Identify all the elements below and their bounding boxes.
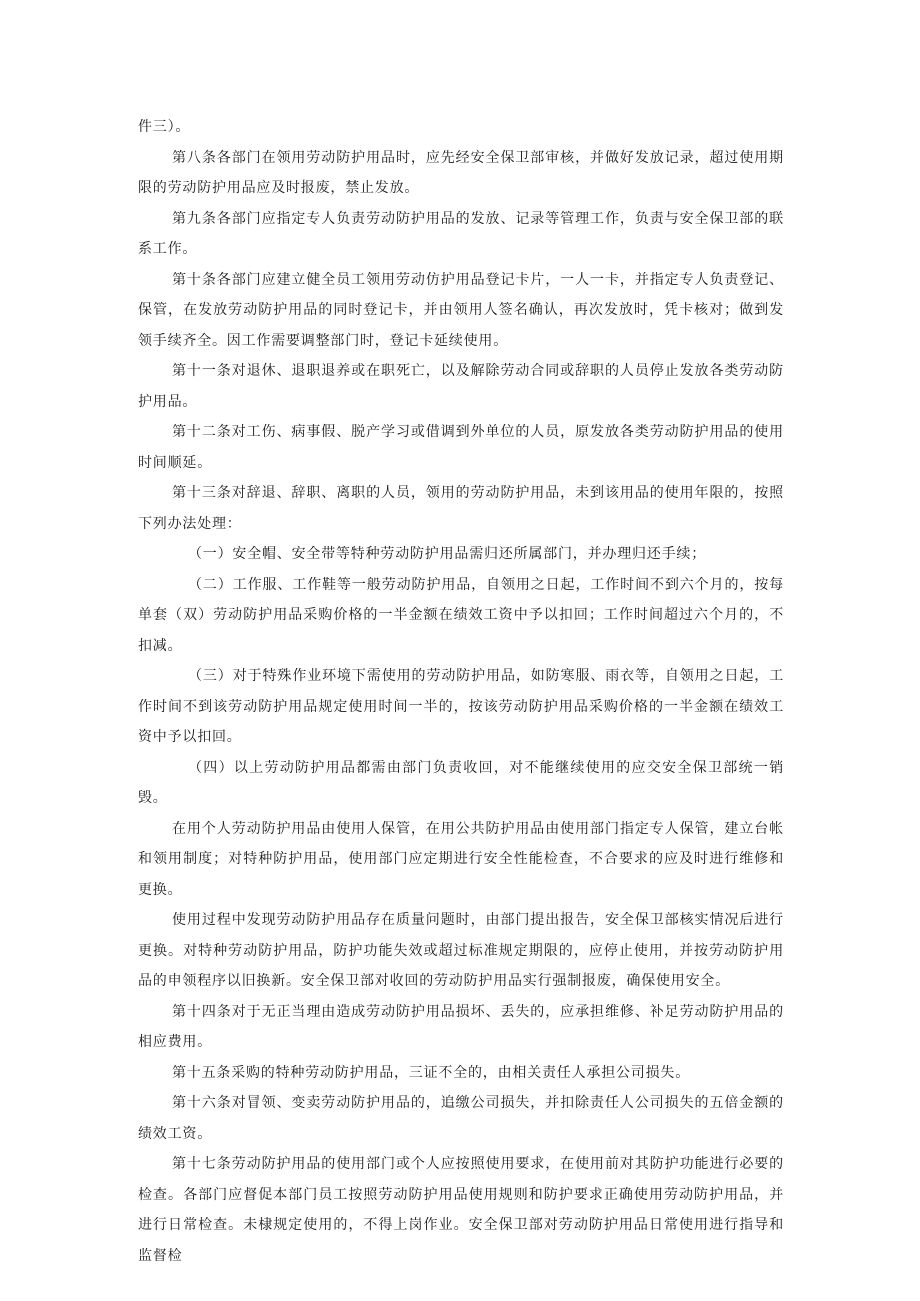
article-16: 第十六条对冒领、变卖劳动防护用品的，追缴公司损失，并扣除责任人公司损失的五倍金额的绩效工资。 xyxy=(138,1095,784,1142)
quality-issue-paragraph: 使用过程中发现劳动防护用品存在质量问题时，由部门提出报告，安全保卫部核实情况后进行更换。对特种劳动防护用品，防护功能失效或超过标准规定期限的，应停止使用，并按劳动防护用品的申领程序以旧换新。安全保卫部对收回的劳动防护用品实行强制报废，确保使用安全。 xyxy=(138,912,784,989)
article-13-item-1: （一）安全帽、安全带等特种劳动防护用品需归还所属部门，并办理归还手续； xyxy=(188,546,706,562)
article-14: 第十四条对于无正当理由造成劳动防护用品损坏、丢失的，应承担维修、补足劳动防护用品的相应费用。 xyxy=(138,1003,784,1050)
article-13: 第十三条对辞退、辞职、离职的人员，领用的劳动防护用品，未到该用品的使用年限的，按照下列办法处理： xyxy=(138,485,784,532)
article-11: 第十一条对退休、退职退养或在职死亡，以及解除劳动合同或辞职的人员停止发放各类劳动防护用品。 xyxy=(138,363,784,410)
custody-paragraph: 在用个人劳动防护用品由使用人保管，在用公共防护用品由使用部门指定专人保管，建立台帐和领用制度；对特种防护用品，使用部门应定期进行安全性能检查，不合要求的应及时进行维修和更换。 xyxy=(138,820,784,898)
paragraph-continuation: 件三）。 xyxy=(138,119,191,135)
article-12: 第十二条对工伤、病事假、脱产学习或借调到外单位的人员，原发放各类劳动防护用品的使用时间顺延。 xyxy=(138,424,784,471)
article-10: 第十条各部门应建立健全员工领用劳动仿护用品登记卡片，一人一卡，并指定专人负责登记、保管，在发放劳动防护用品的同时登记卡，并由领用人签名确认，再次发放时，凭卡核对；做到发领手续齐全。因工作需要调整部门时，登记卡延续使用。 xyxy=(138,271,784,349)
article-13-item-3: （三）对于特殊作业环境下需使用的劳动防护用品，如防寒服、雨衣等，自领用之日起，工作时间不到该劳动防护用品规定使用时间一半的，按该劳动防护用品采购价格的一半金额在绩效工资中予以扣回。 xyxy=(138,668,784,745)
article-8: 第八条各部门在领用劳动防护用品时，应先经安全保卫部审核，并做好发放记录，超过使用期限的劳动防护用品应及时报废，禁止发放。 xyxy=(138,149,784,196)
article-17: 第十七条劳动防护用品的使用部门或个人应按照使用要求，在使用前对其防护功能进行必要的检查。各部门应督促本部门员工按照劳动防护用品使用规则和防护要求正确使用劳动防护用品，并进行日常检查。未棣规定使用的，不得上岗作业。安全保卫部对劳动防护用品日常使用进行指导和监督检 xyxy=(138,1156,784,1264)
article-9: 第九条各部门应指定专人负责劳动防护用品的发放、记录等管理工作，负责与安全保卫部的联系工作。 xyxy=(138,210,784,257)
article-13-item-4: （四）以上劳动防护用品都需由部门负责收回，对不能继续使用的应交安全保卫部统一销毁。 xyxy=(138,759,784,806)
article-15: 第十五条采购的特种劳动防护用品，三证不全的，由相关责任人承担公司损失。 xyxy=(172,1064,690,1081)
article-13-item-2: （二）工作服、工作鞋等一般劳动防护用品，自领用之日起，工作时间不到六个月的，按每单套（双）劳动防护用品采购价格的一半金额在绩效工资中予以扣回；工作时间超过六个月的，不扣减。 xyxy=(138,576,784,654)
